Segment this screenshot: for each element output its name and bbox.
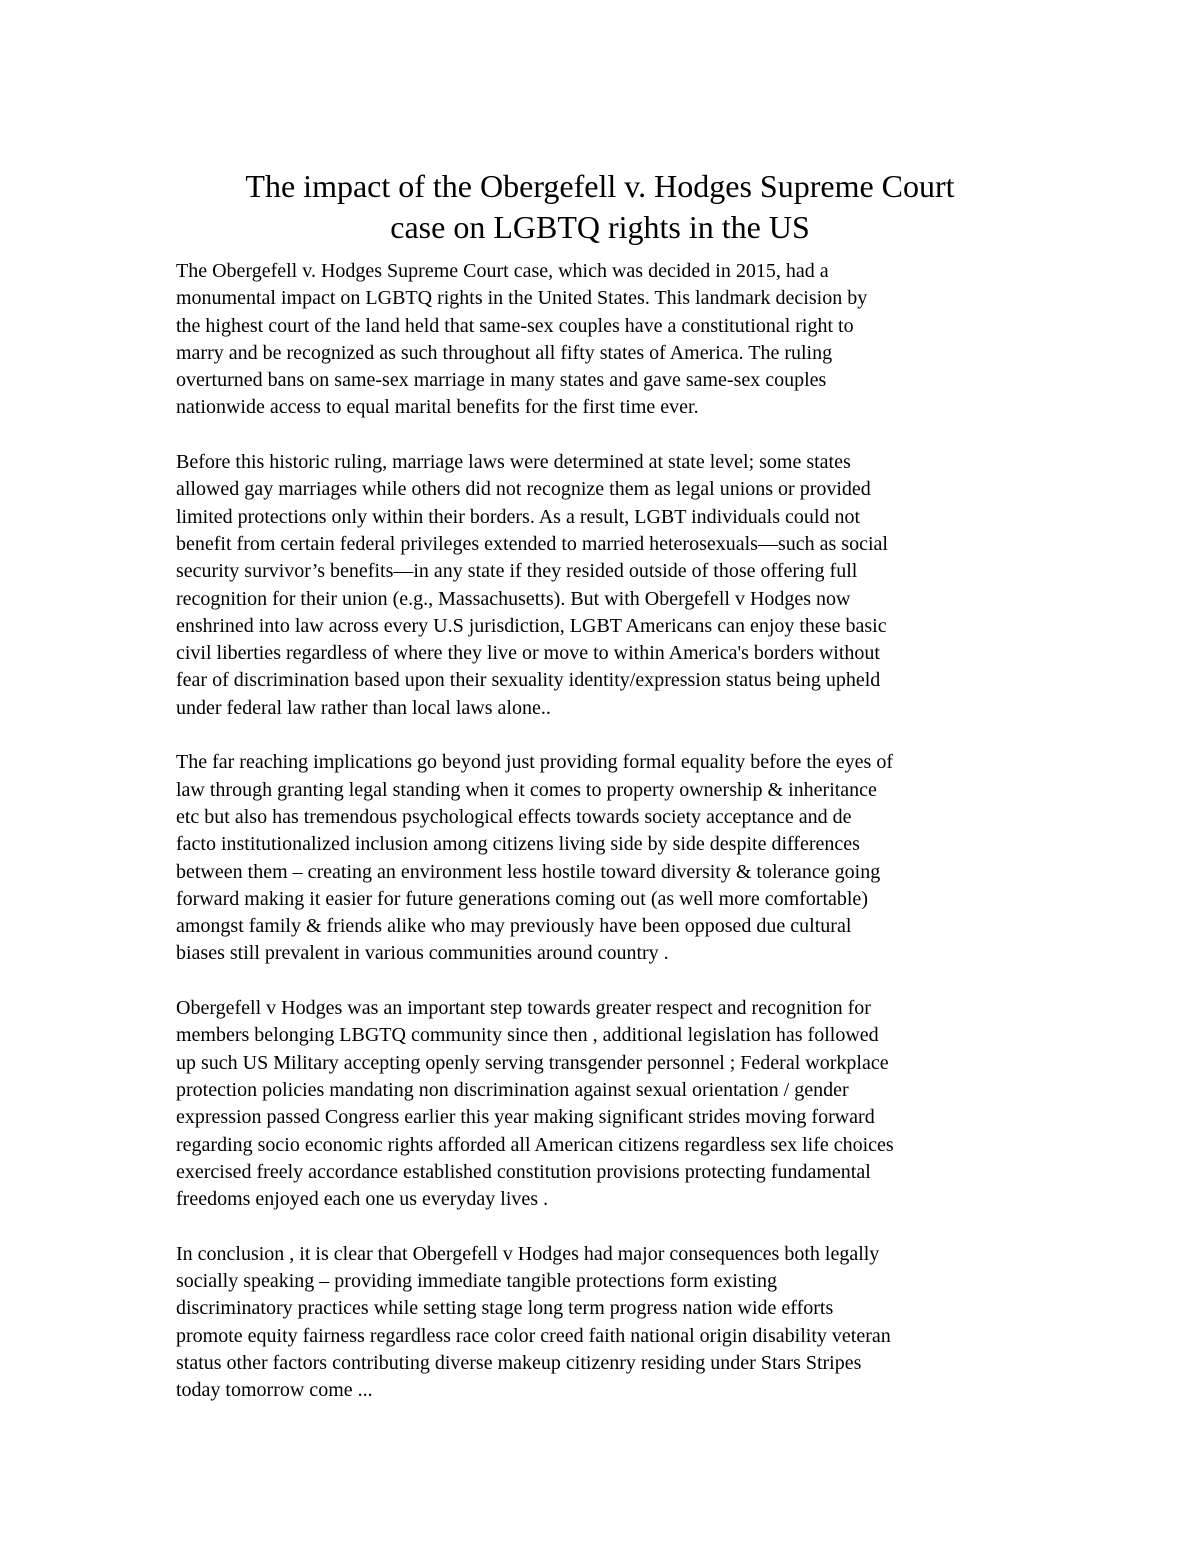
paragraph-before-ruling: Before this historic ruling, marriage laws were determined at state level; some states allowed gay marriages while others did not recognize them as legal unions or provided limited protections only within their borders. As a result, LGBT individuals could not benefit from certain federal privileges extended to married heterosexuals—such as social security survivor’s benefits—in any state if they resided outside of those offering full recognition for their union (e.g., Massachusetts). But with Obergefell v Hodges now enshrined into law across every U.S jurisdiction, LGBT Americans can enjoy these basic civil liberties regardless of where they live or move to within America's borders without fear of discrimination based upon their sexuality identity/expression status being upheld under federal law rather than local laws alone.. <box>176 451 888 719</box>
document-body <box>176 258 1036 1432</box>
paragraph-intro: The Obergefell v. Hodges Supreme Court case, which was decided in 2015, had a monumental impact on LGBTQ rights in the United States. This landmark decision by the highest court of the land held that same-sex couples have a constitutional right to marry and be recognized as such throughout all fifty states of America. The ruling overturned bans on same-sex marriage in many states and gave same-sex couples nationwide access to equal marital benefits for the first time ever. <box>176 260 868 419</box>
paragraph-implications: The far reaching implications go beyond just providing formal equality before the eyes of law through granting legal standing when it comes to property ownership & inheritance etc but also has tremendous psychological effects towards society acceptance and de facto institutionalized inclusion among citizens living side by side despite differences between them – creating an environment less hostile toward diversity & tolerance going forward making it easier for future generations coming out (as well more comfortable) amongst family & friends alike who may previously have been opposed due cultural biases still prevalent in various communities around country . <box>176 751 894 965</box>
document-title: The impact of the Obergefell v. Hodges Supreme Court case on LGBTQ rights in the US <box>245 168 955 245</box>
paragraph-important-step: Obergefell v Hodges was an important step towards greater respect and recognition for members belonging LBGTQ community since then , additional legislation has followed up such US Military accepting openly serving transgender personnel ; Federal workplace protection policies mandating non discrimination against sexual orientation / gender expression passed Congress earlier this year making significant strides moving forward regarding socio economic rights afforded all American citizens regardless sex life choices exercised freely accordance established constitution provisions protecting fundamental freedoms enjoyed each one us everyday lives . <box>176 997 894 1211</box>
paragraph-conclusion: In conclusion , it is clear that Obergefell v Hodges had major consequences both legally socially speaking – providing immediate tangible protections form existing discriminatory practices while setting stage long term progress nation wide efforts promote equity fairness regardless race color creed faith national origin disability veteran status other factors contributing diverse makeup citizenry residing under Stars Stripes today tomorrow come ... <box>176 1242 891 1402</box>
